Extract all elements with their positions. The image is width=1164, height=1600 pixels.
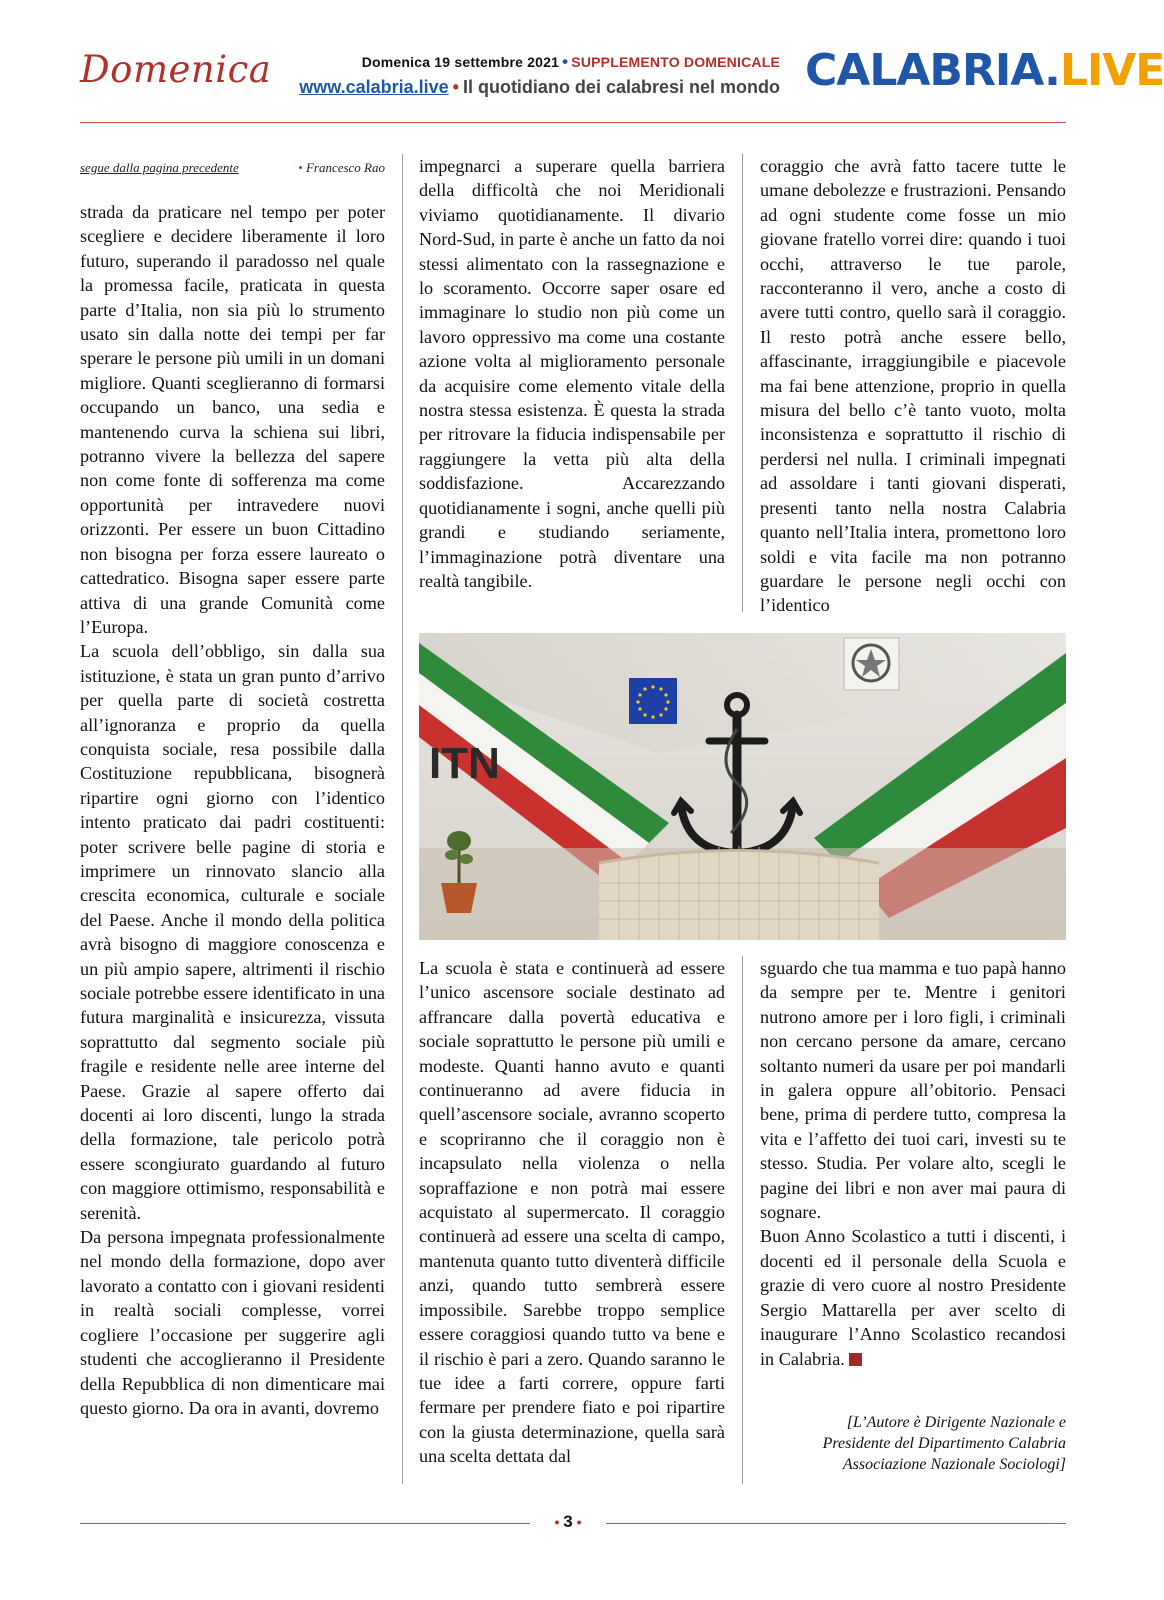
dateline [280, 52, 780, 72]
school-entrance-photo [419, 633, 1066, 940]
paragraph [760, 1224, 1066, 1370]
end-mark-icon [849, 1353, 862, 1366]
page-number-value: 3 [563, 1512, 573, 1531]
footer-divider-right [606, 1523, 1066, 1524]
paragraph: sguardo che tua mamma e tuo papà hanno da sempre per te. Mentre i genitori nutrono amore per i loro figli, i criminali non cercano persone da amare, cercano soltanto numeri da usare per poi mandarli in galera oppure all’obitorio. Pensaci bene, prima di perdere tutto, compresa la vita e l’affetto dei tuoi cari, investi su te stesso. Studia. Per volare alto, scegli le pagine dei libri e non aver mai paura di sognare. [760, 958, 1066, 1223]
tagline [280, 77, 780, 98]
masthead-info [280, 52, 780, 98]
paragraph: coraggio che avrà fatto tacere tutte le umane debolezze e frustrazioni. Pensando ad ogni studente come fosse un mio giovane fratello vorrei dire: quando i tuoi occhi, attraverso le tue parole, racconteranno il vero, anche a costo di avere tutti contro, quello sarà il coraggio. Il resto potrà anche essere bello, affascinante, irraggiungibile e piacevole ma fai bene attenzione, proprio in quella misura del bello c’è tanto vuoto, molta inconsistenza e soprattutto il rischio di perdersi nel nulla. I criminali impegnati ad assoldare i tanti giovani disperati, presenti tanto nella nostra Calabria quanto nell’Italia intera, promettono loro soldi e vita facile ma non potranno guardare le persone negli occhi con l’identico [760, 156, 1066, 616]
column-3-top [760, 154, 1066, 618]
brand-logo[interactable] [805, 45, 1164, 96]
column-2-top [419, 154, 725, 593]
paragraph: impegnarci a superare quella barriera della difficoltà che noi Meridionali viviamo quotidianamente. Il divario Nord-Sud, in parte è anche un fatto da noi stessi alimentato con la rassegnazione e lo scoramento. Occorre saper osare ed immaginare lo studio non più come un lavoro oppressivo ma come una costante azione volta al miglioramento personale da acquisire come elemento vitale della nostra stessa esistenza. È questa la strada per ritrovare la fiducia indispensabile per raggiungere la vetta più alta della soddisfazione. Accarezzando quotidianamente i sogni, anche quelli più grandi e studiando seriamente, l’immaginazione potrà diventare una realtà tangibile. [419, 156, 725, 591]
column-divider [742, 154, 743, 612]
signature-line: Presidente del Dipartimento Calabria [822, 1435, 1066, 1452]
brand-suffix: LIVE [1059, 45, 1164, 96]
dateline-bullet: • [562, 52, 569, 71]
author-name: Francesco Rao [305, 160, 385, 175]
closing-paragraph: Buon Anno Scolastico a tutti i discenti, i docenti ed il personale della Scuola e grazie di vero cuore al nostro Presidente Sergio Mattarella per aver scelto di inaugurare l’Anno Scolastico recandosi in Calabria. [760, 1226, 1066, 1369]
masthead-logo: Domenica [80, 48, 272, 91]
footer-divider-left [80, 1523, 530, 1524]
wall-lettering: ITN [429, 739, 500, 788]
author-byline: • Francesco Rao [298, 160, 385, 175]
paragraph: Da persona impegnata professionalmente nel mondo della formazione, dopo aver lavorato a contatto con i giovani residenti in realtà sociali complesse, vorrei cogliere l’occasione per suggerire agli studenti che accoglieranno il Presidente della Repubblica di non dimenticare mai questo giorno. Da ora in avanti, dovremo [80, 1227, 385, 1418]
column-2-bottom [419, 956, 725, 1469]
date-text: Domenica 19 settembre 2021 [361, 54, 560, 70]
column-divider [742, 956, 743, 1484]
photo-illustration [419, 633, 1066, 940]
column-1 [80, 200, 385, 1420]
page-number: • 3 • [554, 1512, 582, 1531]
header-divider [80, 122, 1066, 123]
paragraph: strada da praticare nel tempo per poter scegliere e decidere liberamente il loro futuro, superando il paradosso nel quale la promessa facile, praticata in questa parte d’Italia, non sia più lo strumento usato sin dalla notte dei tempi per far sperare le persone più umili in un domani migliore. Quanti sceglieranno di formarsi occupando un banco, una sedia e mantenendo curva la schiena sui libri, potranno vivere la bellezza del sapere non come fonte di sofferenza ma come opportunità per intravedere nuovi orizzonti. Per essere un buon Cittadino non bisogna per forza essere laureato o cattedratico. Bisogna saper essere parte attiva di una grande Comunità come l’Europa. [80, 202, 385, 637]
brand-name: CALABRIA. [805, 45, 1060, 96]
signature-line: [L’Autore è Dirigente Nazionale e [846, 1414, 1066, 1431]
tagline-bullet: • [452, 77, 459, 97]
article-kicker [80, 160, 385, 176]
tiled-pedestal [599, 846, 879, 940]
signature-line: Associazione Nazionale Sociologi] [842, 1456, 1066, 1473]
supplement-label: SUPPLEMENTO DOMENICALE [571, 54, 780, 70]
paragraph: La scuola è stata e continuerà ad essere l’unico ascensore sociale destinato ad affrancare dalla povertà educativa e sociale soprattutto le persone più umili e modeste. Quanti hanno avuto e quanti continueranno ad avere fiducia in quell’ascensore sociale, avranno scoperto e scopriranno che il coraggio non è incapsulato nella violenza o nella sopraffazione e non potrà mai essere acquistato al supermercato. Il coraggio continuerà ad essere una scelta di campo, mantenuta quanto tutto diventerà difficile anzi, quando tutto sembrerà essere impossibile. Sarebbe troppo semplice essere coraggiosi quando tutto va bene e il rischio è pari a zero. Quando saranno le tue idee a farti correre, oppure farti fermare per prendere fiato e poi ripartire con la giusta determinazione, quella sarà una scelta dettata dal [419, 958, 725, 1467]
paragraph: La scuola dell’obbligo, sin dalla sua istituzione, è stata un gran punto d’arrivo per quella parte di società costretta all’ignoranza e proprio da quella conquista sociale, resa possibile dalla Costituzione repubblicana, bisognerà ripartire ogni giorno con l’identico intento praticato dai padri costituenti: poter scrivere belle pagine di storia e imprimere un rinnovato slancio alla crescita economica, culturale e sociale del Paese. Anche il mondo della politica avrà bisogno di maggiore conoscenza e un più ampio sapere, altrimenti il rischio sociale potrebbe essere identificato in una futura marginalità e insicurezza, vissuta soprattutto dal segmento sociale più fragile e residente nelle aree interne del Paese. Grazie al sapere offerto dai docenti ai loro discenti, lungo la strada della formazione, tale pericolo potrà essere scongiurato guardando al futuro con maggiore ottimismo, responsabilità e serenità. [80, 641, 385, 1223]
author-signature [760, 1412, 1066, 1475]
continued-note: segue dalla pagina precedente [80, 160, 239, 175]
tagline-text: Il quotidiano dei calabresi nel mondo [462, 77, 780, 97]
column-3-bottom [760, 956, 1066, 1371]
column-divider [402, 154, 403, 1484]
site-link[interactable]: www.calabria.live [299, 77, 449, 97]
